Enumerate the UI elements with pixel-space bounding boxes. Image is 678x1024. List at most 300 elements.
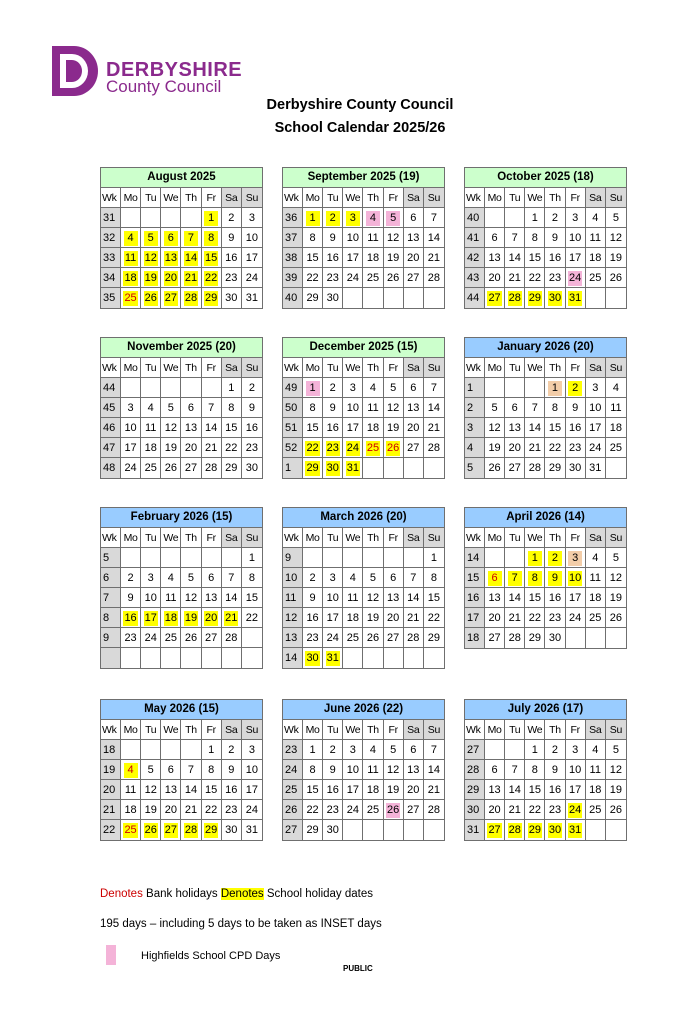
bank-holiday-date: 25 [124, 824, 137, 836]
date: 19 [144, 804, 157, 816]
weekday-header: Mo [303, 358, 323, 378]
weekday-header-row [283, 188, 444, 208]
date: 27 [387, 632, 400, 644]
date: 31 [245, 824, 259, 836]
day-cell [424, 820, 444, 840]
month-calendar [464, 507, 627, 649]
day-cell [161, 780, 181, 800]
date: 24 [569, 612, 582, 624]
weekday-header: Tu [323, 720, 343, 740]
week-number: 44 [465, 288, 485, 308]
weekday-header: Tu [141, 188, 161, 208]
month-title: December 2025 (15) [283, 338, 444, 358]
date: 20 [184, 442, 198, 454]
week-row [101, 268, 262, 288]
day-cell [242, 398, 262, 418]
day-cell [323, 398, 343, 418]
date: 11 [347, 592, 359, 604]
date: 15 [306, 422, 319, 434]
date: 6 [491, 232, 498, 244]
weekday-header: Th [181, 528, 201, 548]
weekday-header: Sa [222, 528, 242, 548]
day-cell [606, 800, 626, 820]
day-cell [505, 378, 525, 398]
school-holiday-date: 7 [184, 231, 198, 246]
date: 7 [410, 572, 417, 584]
day-cell [181, 780, 201, 800]
date: 5 [147, 764, 154, 776]
weekday-header: Mo [485, 358, 505, 378]
day-cell [323, 780, 343, 800]
day-cell [566, 458, 586, 478]
month-title: August 2025 [101, 168, 262, 188]
date: 24 [144, 632, 157, 644]
weekday-header: Su [242, 528, 262, 548]
date: 6 [410, 744, 417, 756]
date: 25 [346, 632, 359, 644]
date: 10 [346, 232, 359, 244]
week-row [465, 228, 626, 248]
date: 30 [326, 292, 339, 304]
day-cell [303, 588, 323, 608]
day-cell [242, 378, 262, 398]
day-cell [566, 740, 586, 760]
week-row [101, 548, 262, 568]
day-cell [202, 458, 222, 478]
day-cell [505, 608, 525, 628]
day-cell [303, 228, 323, 248]
date: 14 [427, 402, 441, 414]
day-cell [343, 820, 363, 840]
week-number: 40 [465, 208, 485, 228]
date: 20 [407, 422, 420, 434]
day-cell [404, 418, 424, 438]
week-row [465, 548, 626, 568]
bank-holiday-date: 26 [387, 442, 400, 454]
date: 1 [309, 744, 316, 756]
school-holiday-date: 29 [306, 462, 319, 474]
week-number: 24 [283, 760, 303, 780]
day-cell [545, 588, 565, 608]
day-cell [363, 780, 383, 800]
day-cell [222, 608, 242, 628]
month-calendar [464, 337, 627, 479]
date: 25 [164, 632, 177, 644]
week-row [283, 398, 444, 418]
day-cell [525, 628, 545, 648]
day-cell [121, 288, 141, 308]
date: 19 [387, 422, 400, 434]
weekday-header-row [283, 358, 444, 378]
cpd-day-date: 1 [306, 381, 320, 396]
day-cell [141, 208, 161, 228]
cpd-day-date: 26 [387, 804, 400, 816]
weekday-header: Sa [404, 188, 424, 208]
day-cell [485, 820, 505, 840]
school-holiday-label: School holiday dates [263, 888, 374, 900]
date: 21 [528, 442, 541, 454]
school-holiday-date: 31 [569, 824, 582, 836]
week-row [465, 378, 626, 398]
date: 22 [225, 442, 238, 454]
weekday-header: We [525, 528, 545, 548]
date: 25 [366, 804, 380, 816]
date: 14 [205, 422, 218, 434]
day-cell [161, 418, 181, 438]
weekday-header: We [525, 720, 545, 740]
day-cell [586, 288, 606, 308]
weekday-header: Th [363, 188, 383, 208]
date: 26 [488, 462, 501, 474]
day-cell [485, 378, 505, 398]
date: 19 [609, 784, 623, 796]
week-number-header: Wk [101, 188, 121, 208]
date: 27 [205, 632, 218, 644]
date: 16 [548, 592, 562, 604]
day-cell [161, 208, 181, 228]
week-row [283, 800, 444, 820]
day-cell [363, 378, 383, 398]
day-cell [343, 760, 363, 780]
date: 26 [609, 272, 623, 284]
legend-days-count: 195 days – including 5 days to be taken as INSET days [100, 918, 382, 930]
date: 19 [488, 442, 501, 454]
school-holiday-date: 15 [205, 252, 218, 264]
date: 18 [589, 592, 602, 604]
day-cell [485, 288, 505, 308]
date: 2 [127, 572, 134, 584]
day-cell [545, 820, 565, 840]
week-number: 51 [283, 418, 303, 438]
weekday-header: We [343, 188, 363, 208]
day-cell [202, 548, 222, 568]
date: 5 [369, 572, 377, 584]
day-cell [505, 208, 525, 228]
date: 10 [569, 232, 582, 244]
week-row [465, 800, 626, 820]
day-cell [141, 438, 161, 458]
weekday-header: Su [424, 720, 444, 740]
day-cell [424, 458, 444, 478]
weekday-header-row [283, 720, 444, 740]
day-cell [343, 288, 363, 308]
day-cell [303, 740, 323, 760]
date: 27 [488, 632, 501, 644]
day-cell [424, 648, 444, 668]
day-cell [363, 458, 383, 478]
day-cell [161, 568, 181, 588]
day-cell [202, 648, 222, 668]
date: 4 [369, 744, 377, 756]
day-cell [525, 800, 545, 820]
day-cell [424, 378, 444, 398]
day-cell [141, 628, 161, 648]
day-cell [242, 438, 262, 458]
month-calendar [100, 699, 263, 841]
school-holiday-date: 30 [548, 824, 562, 836]
weekday-header-row [101, 188, 262, 208]
date: 14 [528, 422, 541, 434]
day-cell [384, 288, 404, 308]
weekday-header: Tu [505, 720, 525, 740]
date: 17 [346, 784, 359, 796]
day-cell [323, 288, 343, 308]
day-cell [202, 398, 222, 418]
day-cell [242, 760, 262, 780]
date: 31 [589, 462, 602, 474]
day-cell [485, 458, 505, 478]
week-row [283, 228, 444, 248]
month-title: June 2026 (22) [283, 700, 444, 720]
day-cell [343, 418, 363, 438]
school-holiday-date: 27 [488, 824, 501, 836]
date: 25 [366, 272, 380, 284]
day-cell [505, 568, 525, 588]
day-cell [586, 398, 606, 418]
weekday-header: Sa [222, 720, 242, 740]
date: 19 [387, 252, 400, 264]
week-number-header: Wk [101, 720, 121, 740]
date: 4 [167, 572, 174, 584]
school-holiday-date: 20 [205, 612, 218, 624]
date: 28 [225, 632, 238, 644]
weekday-header-row [465, 358, 626, 378]
week-row [283, 648, 444, 668]
date: 21 [407, 612, 420, 624]
day-cell [485, 548, 505, 568]
week-number: 45 [101, 398, 121, 418]
day-cell [424, 268, 444, 288]
week-number: 11 [283, 588, 303, 608]
school-holiday-date: 1 [204, 211, 218, 226]
school-holiday-date: 28 [508, 292, 521, 304]
date: 20 [488, 612, 501, 624]
school-holiday-date: 26 [144, 824, 157, 836]
date: 15 [427, 592, 441, 604]
day-cell [222, 548, 242, 568]
day-cell [566, 780, 586, 800]
day-cell [424, 398, 444, 418]
date: 1 [228, 382, 235, 394]
date: 11 [589, 764, 601, 776]
weekday-header: Tu [323, 358, 343, 378]
day-cell [545, 780, 565, 800]
bank-holiday-label: Bank holidays [142, 888, 221, 900]
day-cell [363, 228, 383, 248]
school-holiday-date: 27 [488, 292, 501, 304]
day-cell [525, 248, 545, 268]
date: 10 [346, 764, 359, 776]
date: 14 [508, 592, 521, 604]
week-row [101, 628, 262, 648]
day-cell [181, 740, 201, 760]
day-cell [303, 548, 323, 568]
day-cell [343, 800, 363, 820]
month-title: July 2026 (17) [465, 700, 626, 720]
date: 27 [508, 462, 521, 474]
date: 25 [589, 612, 602, 624]
weekday-header: Sa [404, 528, 424, 548]
day-cell [586, 800, 606, 820]
weekday-header: We [525, 358, 545, 378]
day-cell [242, 248, 262, 268]
week-number: 5 [465, 458, 485, 478]
date: 26 [609, 804, 623, 816]
week-number: 13 [283, 628, 303, 648]
day-cell [545, 248, 565, 268]
day-cell [161, 378, 181, 398]
day-cell [586, 608, 606, 628]
date: 23 [548, 612, 562, 624]
date: 11 [367, 764, 379, 776]
day-cell [161, 438, 181, 458]
day-cell [161, 458, 181, 478]
school-holiday-date: 29 [528, 824, 541, 836]
day-cell [606, 288, 626, 308]
date: 25 [589, 272, 602, 284]
week-row [101, 248, 262, 268]
day-cell [202, 208, 222, 228]
week-row [101, 740, 262, 760]
week-number: 30 [465, 800, 485, 820]
week-number: 15 [465, 568, 485, 588]
day-cell [384, 568, 404, 588]
day-cell [404, 780, 424, 800]
date: 26 [366, 632, 380, 644]
day-cell [222, 288, 242, 308]
day-cell [505, 588, 525, 608]
day-cell [485, 588, 505, 608]
day-cell [121, 608, 141, 628]
school-holiday-date: 30 [548, 292, 562, 304]
date: 29 [306, 824, 319, 836]
day-cell [404, 398, 424, 418]
day-cell [525, 568, 545, 588]
day-cell [363, 568, 383, 588]
date: 6 [208, 572, 215, 584]
day-cell [202, 820, 222, 840]
day-cell [303, 438, 323, 458]
date: 2 [551, 744, 559, 756]
date: 31 [245, 292, 259, 304]
date: 12 [609, 232, 623, 244]
day-cell [606, 228, 626, 248]
school-holiday-date: 14 [184, 252, 198, 264]
page-title: Derbyshire County Council [266, 97, 454, 113]
week-number: 6 [101, 568, 121, 588]
week-row [465, 288, 626, 308]
date: 24 [245, 804, 259, 816]
date: 9 [228, 764, 235, 776]
date: 10 [326, 592, 339, 604]
day-cell [566, 248, 586, 268]
date: 30 [225, 292, 238, 304]
day-cell [323, 458, 343, 478]
date: 5 [612, 744, 619, 756]
month-calendar [282, 507, 445, 669]
date: 8 [430, 572, 437, 584]
date: 7 [228, 572, 235, 584]
day-cell [222, 418, 242, 438]
week-number: 34 [101, 268, 121, 288]
day-cell [121, 458, 141, 478]
date: 22 [548, 442, 562, 454]
day-cell [586, 378, 606, 398]
date: 6 [167, 764, 174, 776]
week-row [283, 288, 444, 308]
day-cell [161, 588, 181, 608]
date: 15 [528, 252, 541, 264]
weekday-header: Tu [141, 358, 161, 378]
school-holiday-date: 21 [225, 612, 238, 624]
weekday-header-row [101, 358, 262, 378]
date: 5 [390, 744, 397, 756]
day-cell [141, 740, 161, 760]
day-cell [181, 548, 201, 568]
date: 14 [427, 764, 441, 776]
date: 12 [366, 592, 380, 604]
date: 11 [367, 402, 379, 414]
weekday-header: Sa [586, 358, 606, 378]
date: 15 [306, 252, 319, 264]
week-number-header: Wk [283, 358, 303, 378]
day-cell [485, 628, 505, 648]
date: 28 [528, 462, 541, 474]
date: 27 [407, 272, 420, 284]
day-cell [485, 398, 505, 418]
day-cell [525, 548, 545, 568]
weekday-header: Sa [586, 528, 606, 548]
school-holiday-date: 1 [306, 211, 320, 226]
day-cell [424, 548, 444, 568]
day-cell [303, 208, 323, 228]
week-row [101, 608, 262, 628]
date: 23 [548, 272, 562, 284]
day-cell [343, 458, 363, 478]
school-holiday-date: 2 [326, 211, 340, 226]
week-row [283, 588, 444, 608]
day-cell [141, 568, 161, 588]
day-cell [424, 288, 444, 308]
day-cell [404, 248, 424, 268]
date: 14 [427, 232, 441, 244]
week-row [465, 628, 626, 648]
day-cell [606, 208, 626, 228]
day-cell [202, 288, 222, 308]
date: 24 [346, 804, 359, 816]
day-cell [323, 760, 343, 780]
date: 23 [326, 272, 339, 284]
date: 24 [346, 272, 359, 284]
week-row [101, 760, 262, 780]
date: 4 [592, 212, 599, 224]
weekday-header: Fr [384, 528, 404, 548]
day-cell [323, 248, 343, 268]
date: 9 [309, 592, 316, 604]
day-cell [404, 548, 424, 568]
school-holiday-date: 28 [184, 292, 198, 304]
weekday-header: Th [545, 720, 565, 740]
day-cell [202, 228, 222, 248]
date: 20 [508, 442, 521, 454]
date: 16 [326, 422, 339, 434]
day-cell [363, 438, 383, 458]
day-cell [363, 208, 383, 228]
school-holiday-date: 23 [326, 442, 339, 454]
week-row [465, 588, 626, 608]
week-number-header: Wk [101, 358, 121, 378]
day-cell [566, 760, 586, 780]
